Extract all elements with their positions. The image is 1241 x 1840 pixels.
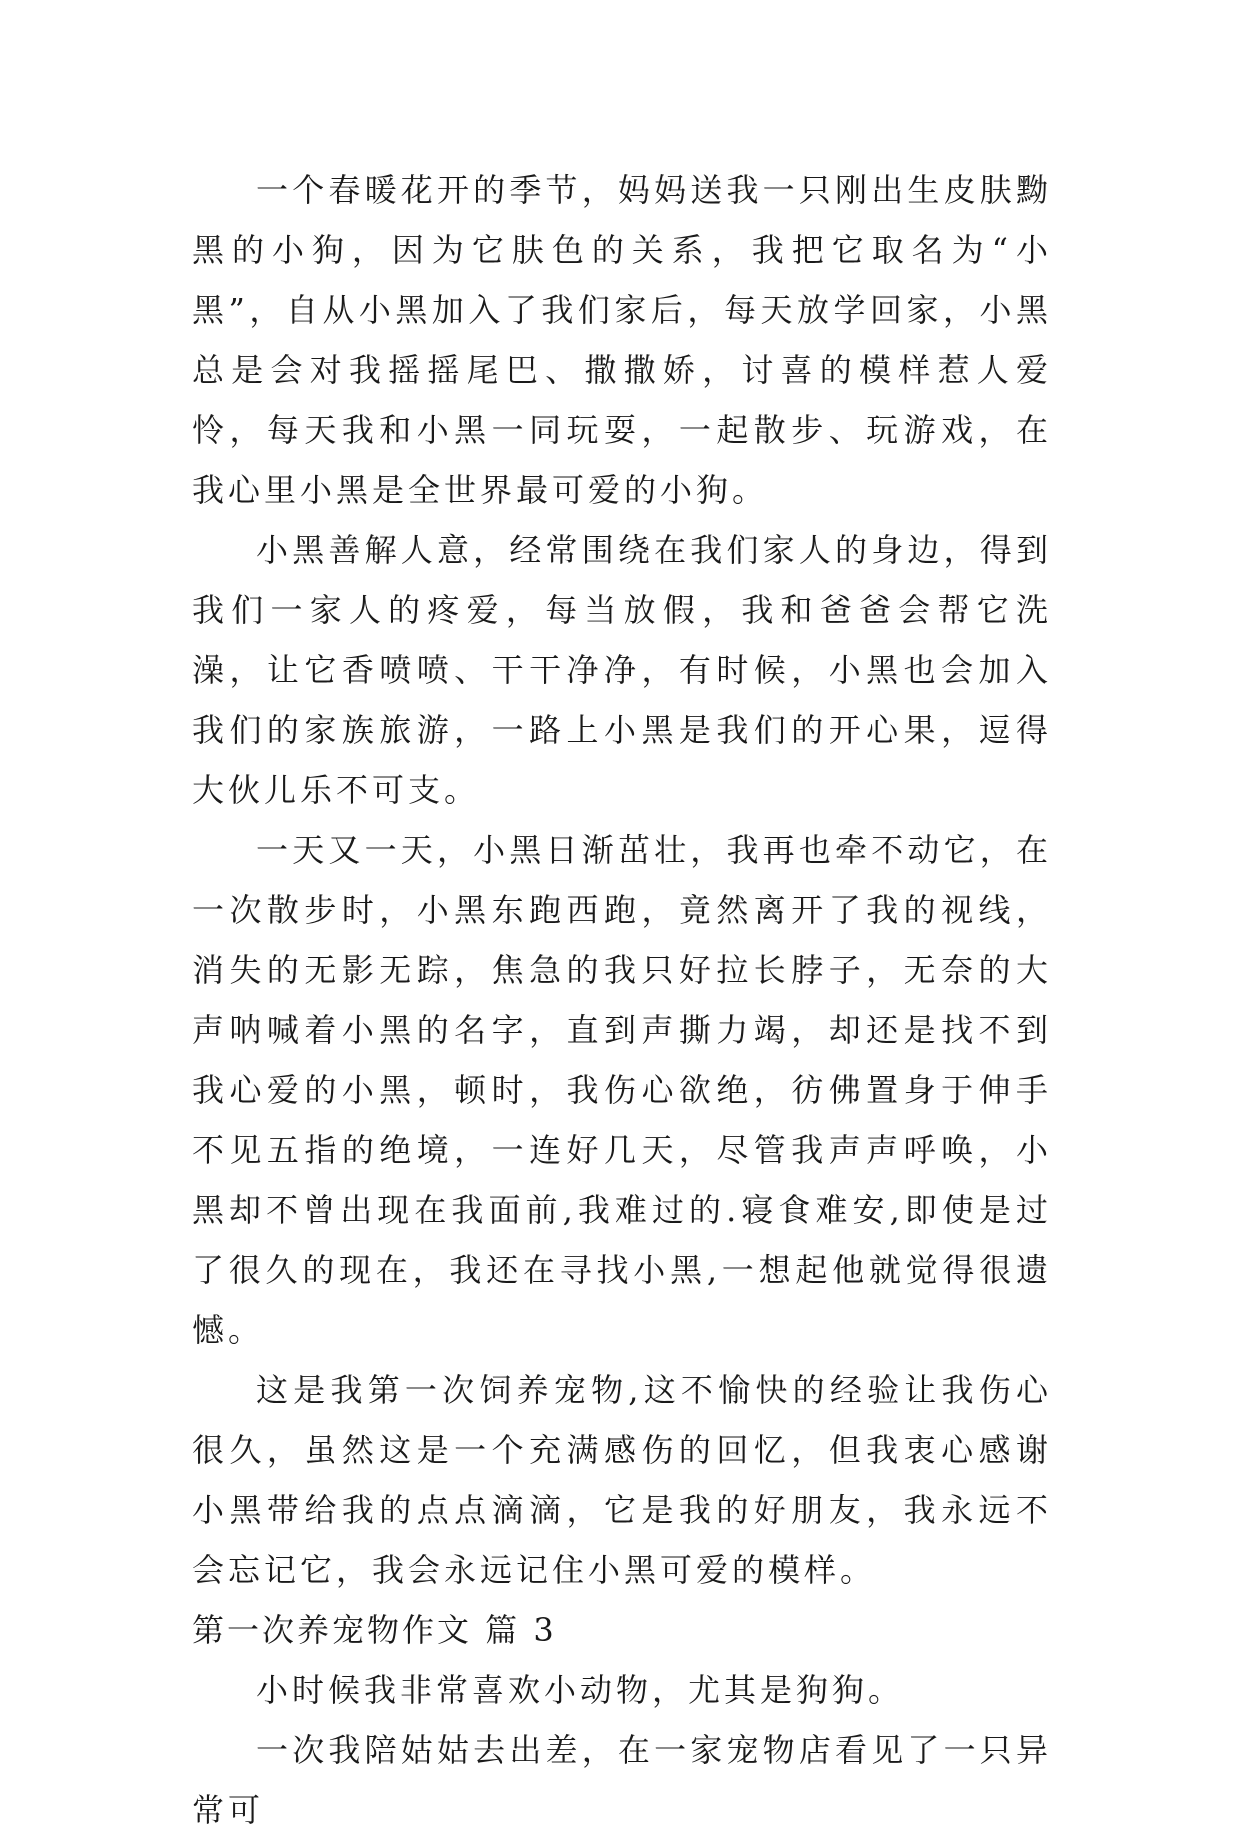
section-paragraph-1: 小时候我非常喜欢小动物，尤其是狗狗。 bbox=[256, 1671, 905, 1709]
paragraph-2: 小黑善解人意，经常围绕在我们家人的身边，得到我们一家人的疼爱，每当放假，我和爸爸会帮它洗澡，让它香喷喷、干干净净，有时候，小黑也会加入我们的家族旅游，一路上小黑是我们的开心果，逗得大伙儿乐不可支。 bbox=[192, 531, 1052, 809]
paragraph-1: 一个春暖花开的季节，妈妈送我一只刚出生皮肤黝黑的小狗，因为它肤色的关系，我把它取名为“小黑”，自从小黑加入了我们家后，每天放学回家，小黑总是会对我摇摇尾巴、撒撒娇，讨喜的模样惹人爱怜，每天我和小黑一同玩耍，一起散步、玩游戏，在我心里小黑是全世界最可爱的小狗。 bbox=[192, 171, 1052, 509]
section-heading: 第一次养宠物作文 篇 3 bbox=[192, 1611, 557, 1649]
document-body bbox=[192, 160, 1052, 1840]
paragraph-3: 一天又一天，小黑日渐茁壮，我再也牵不动它，在一次散步时，小黑东跑西跑，竟然离开了我的视线，消失的无影无踪，焦急的我只好拉长脖子，无奈的大声呐喊着小黑的名字，直到声撕力竭，却还是找不到我心爱的小黑，顿时，我伤心欲绝，彷佛置身于伸手不见五指的绝境，一连好几天，尽管我声声呼唤，小黑却不曾出现在我面前,我难过的.寝食难安,即使是过了很久的现在，我还在寻找小黑,一想起他就觉得很遗憾。 bbox=[192, 831, 1052, 1349]
section-paragraph-2: 一次我陪姑姑去出差，在一家宠物店看见了一只异常可 bbox=[192, 1731, 1052, 1829]
paragraph-4: 这是我第一次饲养宠物,这不愉快的经验让我伤心很久，虽然这是一个充满感伤的回忆，但我衷心感谢小黑带给我的点点滴滴，它是我的好朋友，我永远不会忘记它，我会永远记住小黑可爱的模样。 bbox=[192, 1371, 1052, 1589]
